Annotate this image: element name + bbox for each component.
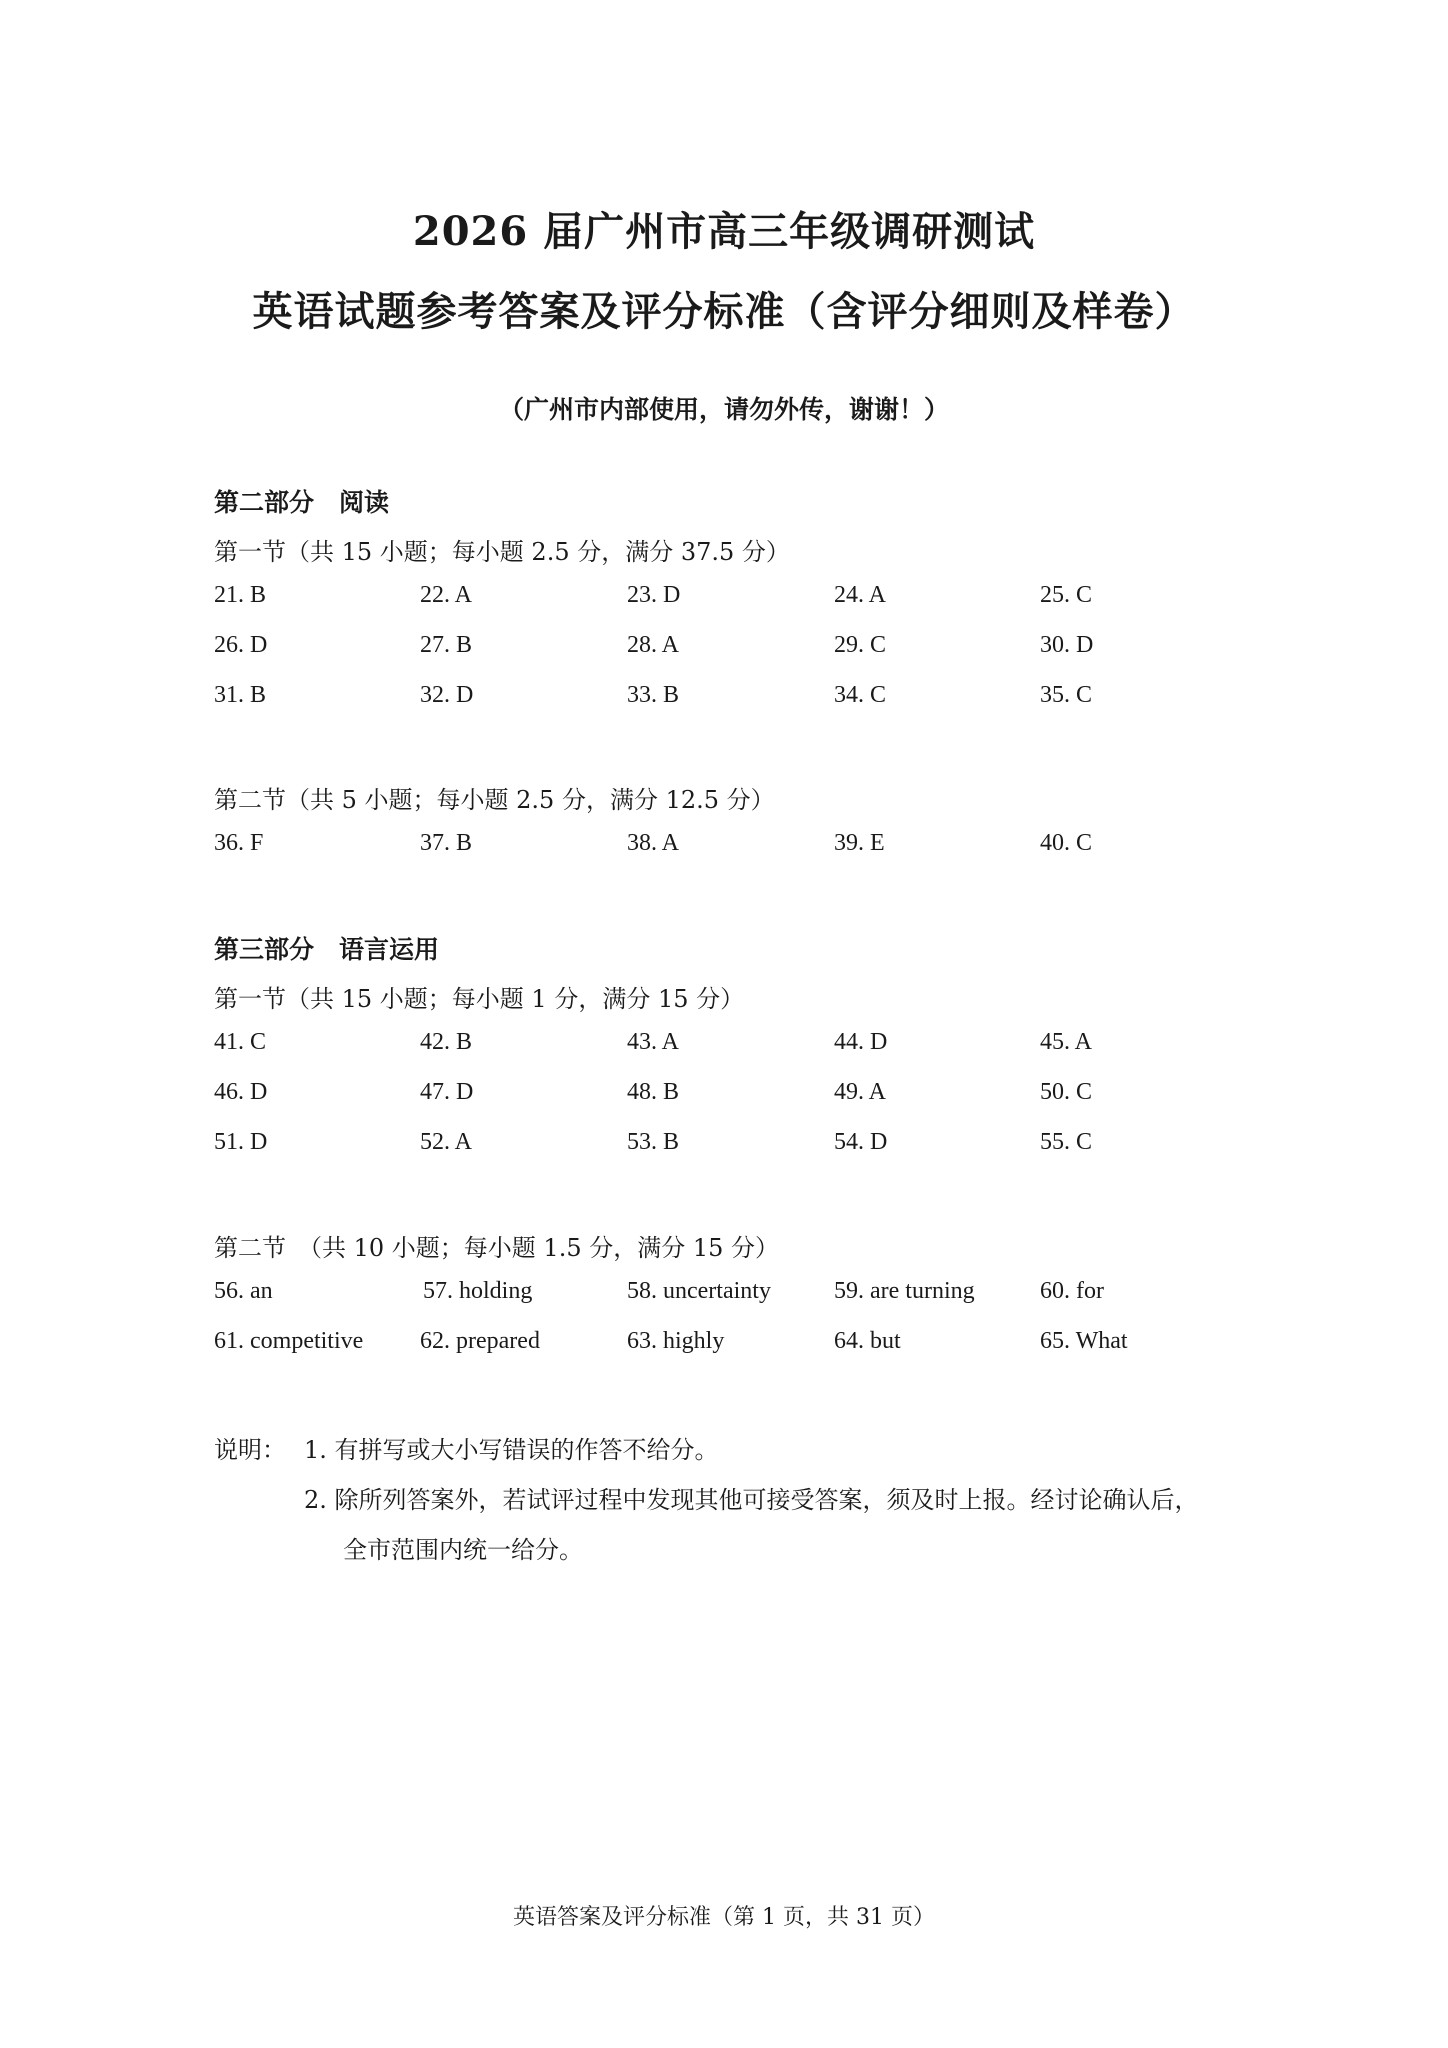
- answer-item: 46. D: [214, 1079, 268, 1105]
- answer-item: 65. What: [1040, 1328, 1128, 1354]
- answer-item: 64. but: [834, 1328, 901, 1354]
- answer-item: 48. B: [627, 1079, 680, 1105]
- answer-item: 56. an: [214, 1278, 273, 1304]
- answer-item: 28. A: [627, 632, 680, 658]
- answer-row: [214, 582, 1264, 616]
- answer-item: 41. C: [214, 1029, 267, 1055]
- answer-item: 37. B: [420, 830, 473, 856]
- answer-item: 40. C: [1040, 830, 1093, 856]
- answer-item: 60. for: [1040, 1278, 1104, 1304]
- document-title: 2026 届广州市高三年级调研测试: [412, 208, 1036, 255]
- answer-item: 57. holding: [423, 1278, 533, 1304]
- answer-row: [214, 1079, 1264, 1113]
- answer-item: 21. B: [214, 582, 267, 608]
- answer-item: 24. A: [834, 582, 887, 608]
- answer-row: [214, 682, 1264, 716]
- internal-use-note: （广州市内部使用，请勿外传，谢谢！）: [498, 395, 949, 424]
- part2-section1-heading: 第一节（共 15 小题；每小题 2.5 分，满分 37.5 分）: [214, 538, 790, 566]
- answer-item: 29. C: [834, 632, 887, 658]
- answer-item: 63. highly: [627, 1328, 725, 1354]
- answer-item: 34. C: [834, 682, 887, 708]
- answer-item: 47. D: [420, 1079, 474, 1105]
- answer-item: 62. prepared: [420, 1328, 540, 1354]
- answer-item: 51. D: [214, 1129, 268, 1155]
- answer-item: 30. D: [1040, 632, 1094, 658]
- answer-item: 31. B: [214, 682, 267, 708]
- answer-row: [214, 632, 1264, 666]
- answer-item: 32. D: [420, 682, 474, 708]
- note-item: 1. 有拼写或大小写错误的作答不给分。: [304, 1436, 719, 1464]
- answer-item: 58. uncertainty: [627, 1278, 771, 1304]
- part3-section1-heading: 第一节（共 15 小题；每小题 1 分，满分 15 分）: [214, 985, 745, 1013]
- answer-item: 45. A: [1040, 1029, 1093, 1055]
- answer-item: 22. A: [420, 582, 473, 608]
- part2-section2-heading: 第二节（共 5 小题；每小题 2.5 分，满分 12.5 分）: [214, 786, 775, 814]
- part2-heading: 第二部分 阅读: [214, 488, 390, 517]
- answer-row: [214, 1278, 1264, 1312]
- notes-label: 说明：: [214, 1436, 286, 1464]
- note-item: 2. 除所列答案外，若试评过程中发现其他可接受答案，须及时上报。经讨论确认后，: [304, 1486, 1199, 1514]
- answer-row: [214, 1029, 1264, 1063]
- answer-item: 38. A: [627, 830, 680, 856]
- part3-heading: 第三部分 语言运用: [214, 935, 440, 964]
- answer-item: 49. A: [834, 1079, 887, 1105]
- answer-row: [214, 1129, 1264, 1163]
- answer-row: [214, 830, 1264, 864]
- answer-row: [214, 1328, 1264, 1362]
- answer-item: 43. A: [627, 1029, 680, 1055]
- answer-item: 44. D: [834, 1029, 888, 1055]
- document-subtitle: 英语试题参考答案及评分标准（含评分细则及样卷）: [252, 288, 1196, 335]
- answer-item: 26. D: [214, 632, 268, 658]
- answer-item: 36. F: [214, 830, 264, 856]
- answer-item: 35. C: [1040, 682, 1093, 708]
- page-footer: 英语答案及评分标准（第 1 页，共 31 页）: [513, 1905, 935, 1930]
- answer-item: 59. are turning: [834, 1278, 975, 1304]
- answer-item: 52. A: [420, 1129, 473, 1155]
- answer-item: 25. C: [1040, 582, 1093, 608]
- answer-item: 54. D: [834, 1129, 888, 1155]
- answer-item: 39. E: [834, 830, 885, 856]
- answer-item: 23. D: [627, 582, 681, 608]
- note-item-continuation: 全市范围内统一给分。: [343, 1536, 583, 1564]
- answer-item: 27. B: [420, 632, 473, 658]
- answer-item: 55. C: [1040, 1129, 1093, 1155]
- answer-item: 42. B: [420, 1029, 473, 1055]
- answer-item: 53. B: [627, 1129, 680, 1155]
- answer-item: 50. C: [1040, 1079, 1093, 1105]
- answer-item: 33. B: [627, 682, 680, 708]
- part3-section2-heading: 第二节 （共 10 小题；每小题 1.5 分，满分 15 分）: [214, 1234, 780, 1262]
- answer-item: 61. competitive: [214, 1328, 364, 1354]
